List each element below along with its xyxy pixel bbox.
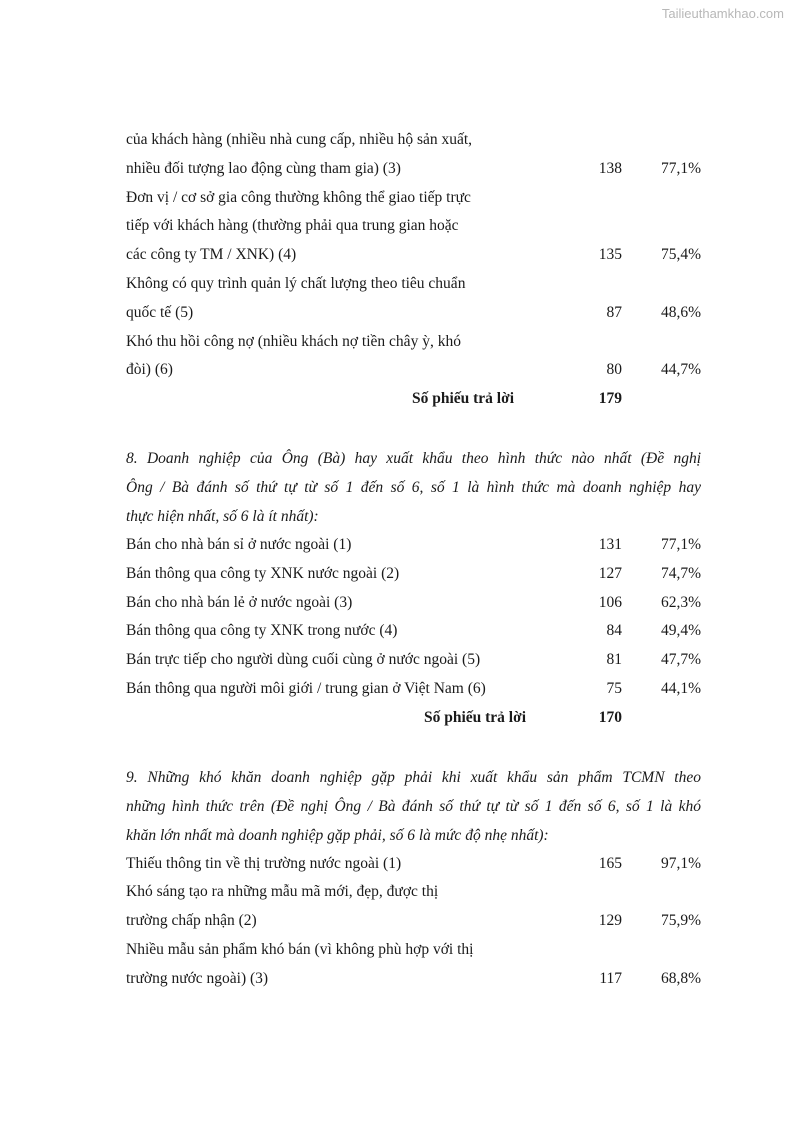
table-row	[126, 155, 701, 184]
section-q8	[126, 444, 701, 733]
question-line: 9. Những khó khăn doanh nghiệp gặp phải khi xuất khẩu sản phẩm TCMN theo	[126, 768, 701, 786]
row-percent: 68,8%	[660, 969, 701, 987]
row-text: Đơn vị / cơ sở gia công thường không thể giao tiếp trực	[126, 188, 471, 206]
row-text: đòi) (6)	[126, 361, 173, 379]
row-text: của khách hàng (nhiều nhà cung cấp, nhiều hộ sản xuất,	[126, 131, 473, 148]
row-count: 87	[606, 303, 622, 321]
row-text: Khó thu hồi công nợ (nhiều khách nợ tiền chây ỳ, khó	[126, 332, 461, 350]
table-row	[126, 617, 701, 646]
table-row	[126, 531, 701, 560]
table-row	[126, 936, 701, 965]
table-row	[126, 241, 701, 270]
row-text: các công ty TM / XNK) (4)	[126, 246, 297, 264]
row-text: Bán thông qua công ty XNK nước ngoài (2)	[126, 564, 400, 582]
row-text: Bán cho nhà bán sỉ ở nước ngoài (1)	[126, 535, 352, 553]
section-q7-continued	[126, 126, 701, 414]
table-row	[126, 184, 701, 213]
row-text: Nhiều mẫu sản phẩm khó bán (vì không phù hợp với thị	[126, 940, 474, 958]
watermark: Tailieuthamkhao.com	[661, 6, 784, 21]
table-row	[126, 126, 701, 155]
row-count: 117	[599, 969, 622, 987]
row-percent: 48,6%	[660, 303, 701, 321]
row-percent: 62,3%	[660, 593, 701, 611]
section-q9	[126, 763, 701, 994]
row-percent: 47,7%	[660, 651, 701, 669]
table-row	[126, 356, 701, 385]
row-count: 138	[598, 159, 622, 177]
row-count: 81	[606, 651, 622, 669]
question-line: Ông / Bà đánh số thứ tự từ số 1 đến số 6, số 1 là hình thức mà doanh nghiệp hay	[126, 478, 701, 496]
row-percent: 77,1%	[660, 535, 701, 553]
table-row	[126, 328, 701, 357]
row-text: Không có quy trình quản lý chất lượng theo tiêu chuẩn	[126, 274, 466, 292]
question-line: khăn lớn nhất mà doanh nghiệp gặp phải, số 6 là mức độ nhẹ nhất):	[126, 826, 549, 844]
row-text: Bán thông qua công ty XNK trong nước (4)	[126, 622, 398, 640]
row-text: nhiều đối tượng lao động cùng tham gia) (3)	[126, 159, 401, 177]
question-9	[126, 763, 701, 850]
question-8	[126, 444, 701, 531]
row-text: Bán trực tiếp cho người dùng cuối cùng ở nước ngoài (5)	[126, 651, 481, 669]
row-text: trường nước ngoài) (3)	[126, 969, 269, 987]
row-text: Khó sáng tạo ra những mẫu mã mới, đẹp, được thị	[126, 883, 439, 901]
total-label: Số phiếu trả lời	[423, 708, 526, 726]
row-text: quốc tế (5)	[126, 303, 194, 321]
total-value: 179	[598, 390, 622, 408]
table-row	[126, 299, 701, 328]
table-row	[126, 646, 701, 675]
question-line: những hình thức trên (Đề nghị Ông / Bà đánh số thứ tự từ số 1 đến số 6, số 1 là khó	[126, 797, 701, 815]
row-text: tiếp với khách hàng (thường phải qua trung gian hoặc	[126, 217, 459, 235]
document-body	[126, 126, 701, 994]
row-count: 131	[598, 535, 622, 553]
row-count: 80	[606, 361, 622, 379]
row-percent: 44,1%	[660, 679, 701, 697]
row-count: 127	[598, 564, 622, 582]
row-count: 135	[598, 246, 622, 264]
table-row	[126, 675, 701, 704]
row-percent: 97,1%	[660, 854, 701, 872]
row-percent: 74,7%	[660, 564, 701, 582]
total-label: Số phiếu trả lời	[411, 390, 514, 408]
row-text: Bán thông qua người môi giới / trung gian ở Việt Nam (6)	[126, 679, 486, 697]
table-row	[126, 270, 701, 299]
row-text: Thiếu thông tin về thị trường nước ngoài (1)	[126, 854, 402, 872]
row-count: 75	[606, 679, 622, 697]
row-percent: 77,1%	[660, 159, 701, 177]
row-count: 106	[598, 593, 622, 611]
row-text: Bán cho nhà bán lẻ ở nước ngoài (3)	[126, 593, 353, 611]
total-row	[126, 385, 701, 414]
table-row	[126, 965, 701, 994]
table-row	[126, 560, 701, 589]
row-percent: 49,4%	[660, 622, 701, 640]
table-row	[126, 907, 701, 936]
total-row	[126, 704, 701, 733]
row-count: 129	[598, 912, 622, 930]
row-text: trường chấp nhận (2)	[126, 912, 257, 930]
question-line: thực hiện nhất, số 6 là ít nhất):	[126, 507, 319, 525]
table-row	[126, 878, 701, 907]
row-count: 165	[598, 854, 622, 872]
table-row	[126, 589, 701, 618]
table-row	[126, 850, 701, 879]
total-value: 170	[598, 708, 622, 726]
question-line: 8. Doanh nghiệp của Ông (Bà) hay xuất khẩu theo hình thức nào nhất (Đề nghị	[126, 449, 701, 467]
row-percent: 44,7%	[660, 361, 701, 379]
table-row	[126, 212, 701, 241]
row-count: 84	[606, 622, 622, 640]
row-percent: 75,4%	[660, 246, 701, 264]
row-percent: 75,9%	[660, 912, 701, 930]
